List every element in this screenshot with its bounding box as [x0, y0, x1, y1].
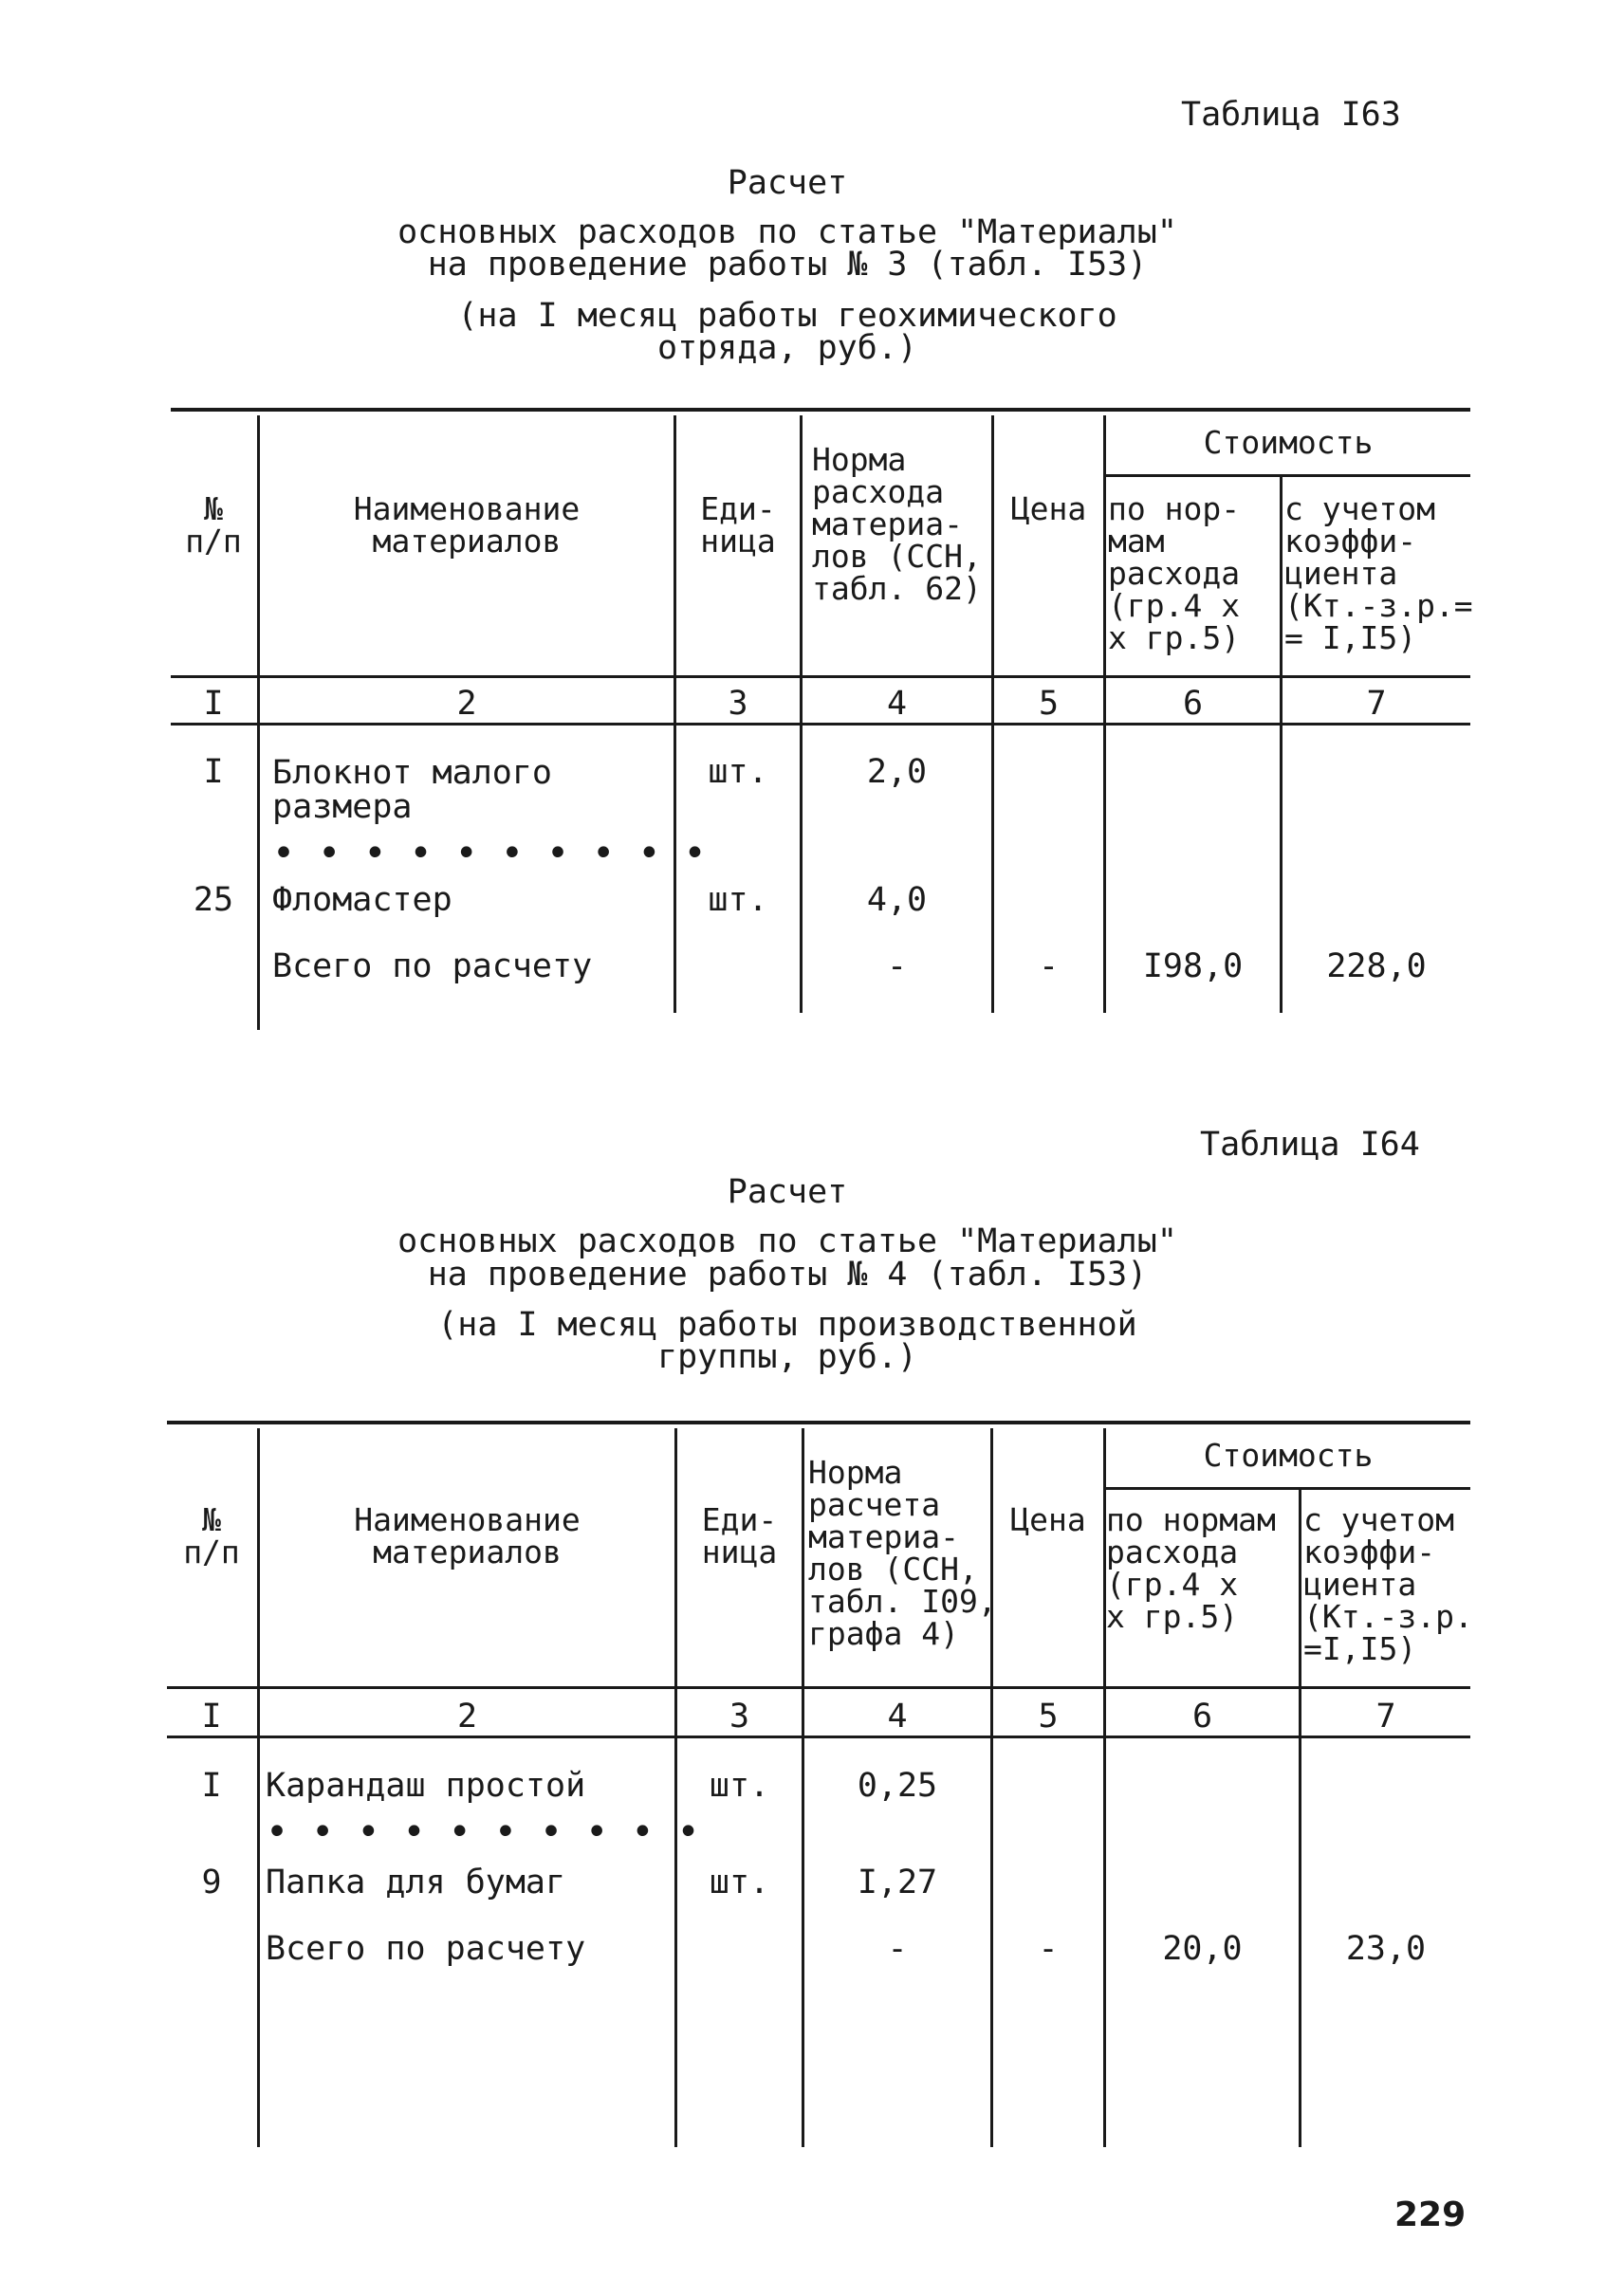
row-num: I — [201, 1767, 222, 1805]
header-cost-coef: с учетом коэффи- циента (Кт.-з.р. =I,I5) — [1303, 1501, 1473, 1667]
header-unit: Еди- ница — [701, 1501, 778, 1570]
table-heading-line: основных расходов по статье "Материалы" — [397, 1222, 1177, 1260]
header-cost: Стоимость — [1203, 1437, 1374, 1474]
header-bottom-border — [171, 675, 1470, 678]
colnum-bottom-border — [167, 1736, 1470, 1738]
header-cost-coef: с учетом коэффи- циента (Кт.-з.р.= = I,I5) — [1284, 490, 1473, 656]
table-heading-line: Расчет — [727, 1173, 848, 1211]
table-heading-line: основных расходов по статье "Материалы" — [397, 213, 1177, 251]
row-ellipsis: • • • • • • • • • • — [266, 1810, 700, 1854]
page-number: 229 — [1394, 2195, 1467, 2234]
table-heading-line: на проведение работы № 3 (табл. I53) — [427, 246, 1148, 284]
header-cost-norm: по нормам расхода (гр.4 х х гр.5) — [1106, 1501, 1276, 1635]
row-name: Папка для бумаг — [266, 1864, 566, 1901]
header-cost: Стоимость — [1203, 424, 1374, 461]
total-norm: - — [887, 1930, 908, 1968]
table-label: Таблица I64 — [1200, 1126, 1420, 1164]
row-unit: шт. — [708, 881, 768, 919]
column-number: 3 — [729, 1698, 750, 1736]
total-cost-norm: 20,0 — [1162, 1930, 1243, 1968]
column-number: 5 — [1038, 1698, 1059, 1736]
column-number: 3 — [728, 685, 748, 723]
row-num: 9 — [201, 1864, 222, 1901]
header-price: Цена — [1010, 1501, 1086, 1538]
header-num: № п/п — [183, 1501, 240, 1570]
header-name: Наименование материалов — [354, 1501, 581, 1570]
column-number: 5 — [1038, 685, 1060, 723]
column-number: 2 — [456, 1698, 478, 1736]
column-number: 6 — [1191, 1698, 1213, 1736]
header-bottom-border — [167, 1686, 1470, 1689]
total-price: - — [1038, 1930, 1059, 1968]
row-unit: шт. — [708, 753, 768, 791]
header-cost-norm: по нор- мам расхода (гр.4 х х гр.5) — [1108, 490, 1241, 656]
column-number: I — [203, 685, 224, 723]
column-number: I — [201, 1698, 222, 1736]
header-norm: Норма расхода материа- лов (ССН, табл. 62) — [812, 441, 982, 607]
column-number: 7 — [1375, 1698, 1396, 1736]
colnum-bottom-border — [171, 723, 1470, 726]
row-ellipsis: • • • • • • • • • • — [272, 832, 707, 875]
header-norm: Норма расчета материа- лов (ССН, табл. I09, графа 4) — [808, 1454, 997, 1652]
row-unit: шт. — [709, 1864, 770, 1901]
total-cost-coef: 228,0 — [1326, 947, 1427, 985]
column-divider — [1280, 476, 1283, 1013]
header-name: Наименование материалов — [353, 490, 581, 560]
table-label: Таблица I63 — [1181, 96, 1401, 134]
column-number: 4 — [887, 1698, 908, 1736]
column-number: 2 — [456, 685, 477, 723]
column-divider — [1299, 1489, 1301, 2147]
row-num: I — [203, 753, 224, 791]
table-heading-line: отряда, руб.) — [657, 329, 917, 367]
total-norm: - — [886, 947, 908, 985]
total-cost-coef: 23,0 — [1345, 1930, 1427, 1968]
table-top-border — [167, 1421, 1470, 1424]
row-num: 25 — [193, 881, 234, 919]
table-heading-line: (на I месяц работы геохимического — [457, 297, 1117, 335]
total-price: - — [1038, 947, 1060, 985]
table-heading-line: Расчет — [727, 164, 848, 202]
column-number: 7 — [1366, 685, 1387, 723]
total-label: Всего по расчету — [272, 947, 593, 985]
cost-subheader-border — [1105, 1487, 1470, 1490]
row-name: Фломастер — [272, 881, 452, 919]
row-norm: 2,0 — [866, 753, 928, 791]
row-name: Блокнот малого размера — [272, 754, 553, 826]
row-norm: 4,0 — [866, 881, 928, 919]
row-name: Карандаш простой — [266, 1767, 586, 1805]
table-heading-line: группы, руб.) — [657, 1338, 917, 1376]
row-norm: 0,25 — [857, 1767, 938, 1805]
table-heading-line: (на I месяц работы производственной — [437, 1306, 1137, 1344]
column-number: 4 — [886, 685, 908, 723]
row-norm: I,27 — [857, 1864, 938, 1901]
header-num: № п/п — [185, 490, 242, 560]
header-price: Цена — [1010, 490, 1087, 527]
table-heading-line: на проведение работы № 4 (табл. I53) — [427, 1256, 1148, 1294]
total-cost-norm: I98,0 — [1142, 947, 1244, 985]
header-unit: Еди- ница — [700, 490, 776, 560]
table-top-border — [171, 408, 1470, 412]
column-number: 6 — [1182, 685, 1204, 723]
cost-subheader-border — [1105, 474, 1470, 477]
row-unit: шт. — [709, 1767, 770, 1805]
total-label: Всего по расчету — [266, 1930, 586, 1968]
